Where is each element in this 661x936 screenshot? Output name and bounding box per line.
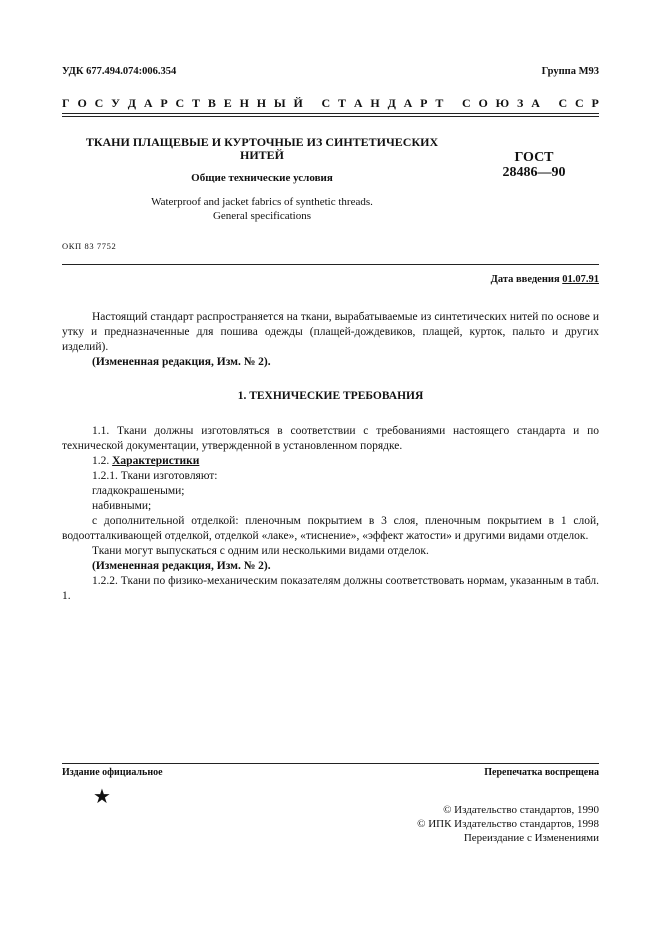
banner-letter: О <box>77 96 87 110</box>
list-item: с дополнительной отделкой: пленочным покрытием в 3 слоя, пленочным покрытием в 1 слой, водоотталкивающей отделкой, отделкой «лаке», «тиснение», «эффект жатости» и другими видами отделок. <box>62 515 599 542</box>
intro-date-value: 01.07.91 <box>562 274 599 285</box>
banner-letter: С <box>321 96 331 110</box>
copyright-line-1: © Издательство стандартов, 1990 <box>443 804 599 816</box>
clause-1-1: 1.1. Ткани должны изготовляться в соответствии с требованиями настоящего стандарта и по технической документации, утвержденной в установленном порядке. <box>62 425 599 452</box>
banner-letter: Ю <box>495 96 510 110</box>
banner-letter: С <box>94 96 104 110</box>
gost-code: 28486—90 <box>502 165 566 180</box>
intro-section <box>62 310 599 370</box>
copyright-line-2: © ИПК Издательство стандартов, 1998 <box>417 818 599 830</box>
banner-gap <box>548 96 551 111</box>
reprint-prohibited-label: Перепечатка воспрещена <box>484 767 599 778</box>
intro-date <box>491 274 599 285</box>
intro-edit-note: (Измененная редакция, Изм. № 2). <box>92 356 271 368</box>
banner-gap <box>311 96 314 111</box>
intro-paragraph: Настоящий стандарт распространяется на ткани, вырабатываемые из синтетических нитей по основе и утку и предназначенные для пошива одежды (плащей-дождевиков, плащей, курток, пальто и других изделий). <box>62 311 599 353</box>
star-icon: ★ <box>93 786 111 808</box>
gost-label: ГОСТ <box>514 150 554 165</box>
okp-code: ОКП 83 7752 <box>62 241 117 251</box>
banner-letter: З <box>517 96 524 110</box>
english-title <box>62 195 462 223</box>
banner-letter: О <box>478 96 488 110</box>
banner-letter: Т <box>338 96 347 110</box>
copyright-block <box>417 803 599 845</box>
document-title <box>62 136 462 162</box>
banner-letter: Д <box>127 96 137 110</box>
banner-letter: Т <box>435 96 444 110</box>
banner-letter: Р <box>160 96 168 110</box>
list-item: набивными; <box>92 500 152 512</box>
banner-letter: С <box>175 96 185 110</box>
section-edit-note: (Измененная редакция, Изм. № 2). <box>92 560 271 572</box>
banner-letter: А <box>353 96 363 110</box>
banner-letter: У <box>111 96 120 110</box>
banner-letter: Е <box>223 96 232 110</box>
english-title-line-1: Waterproof and jacket fabrics of synthetic threads. <box>151 196 373 208</box>
state-standard-banner <box>62 96 599 111</box>
document-subtitle: Общие технические условия <box>191 172 333 184</box>
finishes-note: Ткани могут выпускаться с одним или несколькими видами отделок. <box>92 545 429 557</box>
banner-letter: Н <box>239 96 249 110</box>
okp-rule <box>62 264 599 265</box>
banner-letter: Т <box>192 96 201 110</box>
intro-date-label: Дата введения <box>490 274 563 285</box>
reissue-note: Переиздание с Изменениями <box>463 832 599 844</box>
header-rule-top <box>62 113 599 114</box>
official-edition-label: Издание официальное <box>62 767 163 778</box>
banner-letter: Р <box>420 96 428 110</box>
clause-1-2-number: 1.2. <box>92 455 113 467</box>
banner-letter: А <box>403 96 413 110</box>
title-line-2: НИТЕЙ <box>239 148 284 162</box>
clause-1-2 <box>62 454 599 469</box>
udk-code: УДК 677.494.074:006.354 <box>62 66 177 77</box>
banner-letter: В <box>207 96 216 110</box>
banner-letter: Н <box>370 96 380 110</box>
gost-number <box>484 150 584 180</box>
banner-letter: Ы <box>273 96 286 110</box>
banner-letter: Р <box>591 96 599 110</box>
banner-letter: Н <box>256 96 267 110</box>
banner-letter: А <box>531 96 540 110</box>
english-title-line-2: General specifications <box>212 210 312 222</box>
title-line-1: ТКАНИ ПЛАЩЕВЫЕ И КУРТОЧНЫЕ ИЗ СИНТЕТИЧЕСКИХ <box>85 135 439 149</box>
group-code: Группа М93 <box>541 66 599 77</box>
header-rule-bottom <box>62 116 599 117</box>
banner-gap <box>451 96 454 111</box>
banner-letter: Г <box>62 96 70 110</box>
banner-letter: А <box>143 96 153 110</box>
clause-1-2-2: 1.2.2. Ткани по физико-механическим показателям должны соответствовать нормам, указанным в табл. 1. <box>62 575 599 602</box>
clause-1-2-1: 1.2.1. Ткани изготовляют: <box>92 470 218 482</box>
list-item: гладкокрашеными; <box>92 485 185 497</box>
clause-1-2-title: Характеристики <box>112 455 200 467</box>
banner-letter: С <box>462 96 471 110</box>
banner-letter: Й <box>293 96 303 110</box>
banner-letter: С <box>558 96 568 110</box>
banner-letter: С <box>575 96 584 110</box>
banner-letter: Д <box>387 96 396 110</box>
footer-rule <box>62 763 599 764</box>
section-body <box>62 424 599 604</box>
section-heading: 1. ТЕХНИЧЕСКИЕ ТРЕБОВАНИЯ <box>237 390 424 402</box>
